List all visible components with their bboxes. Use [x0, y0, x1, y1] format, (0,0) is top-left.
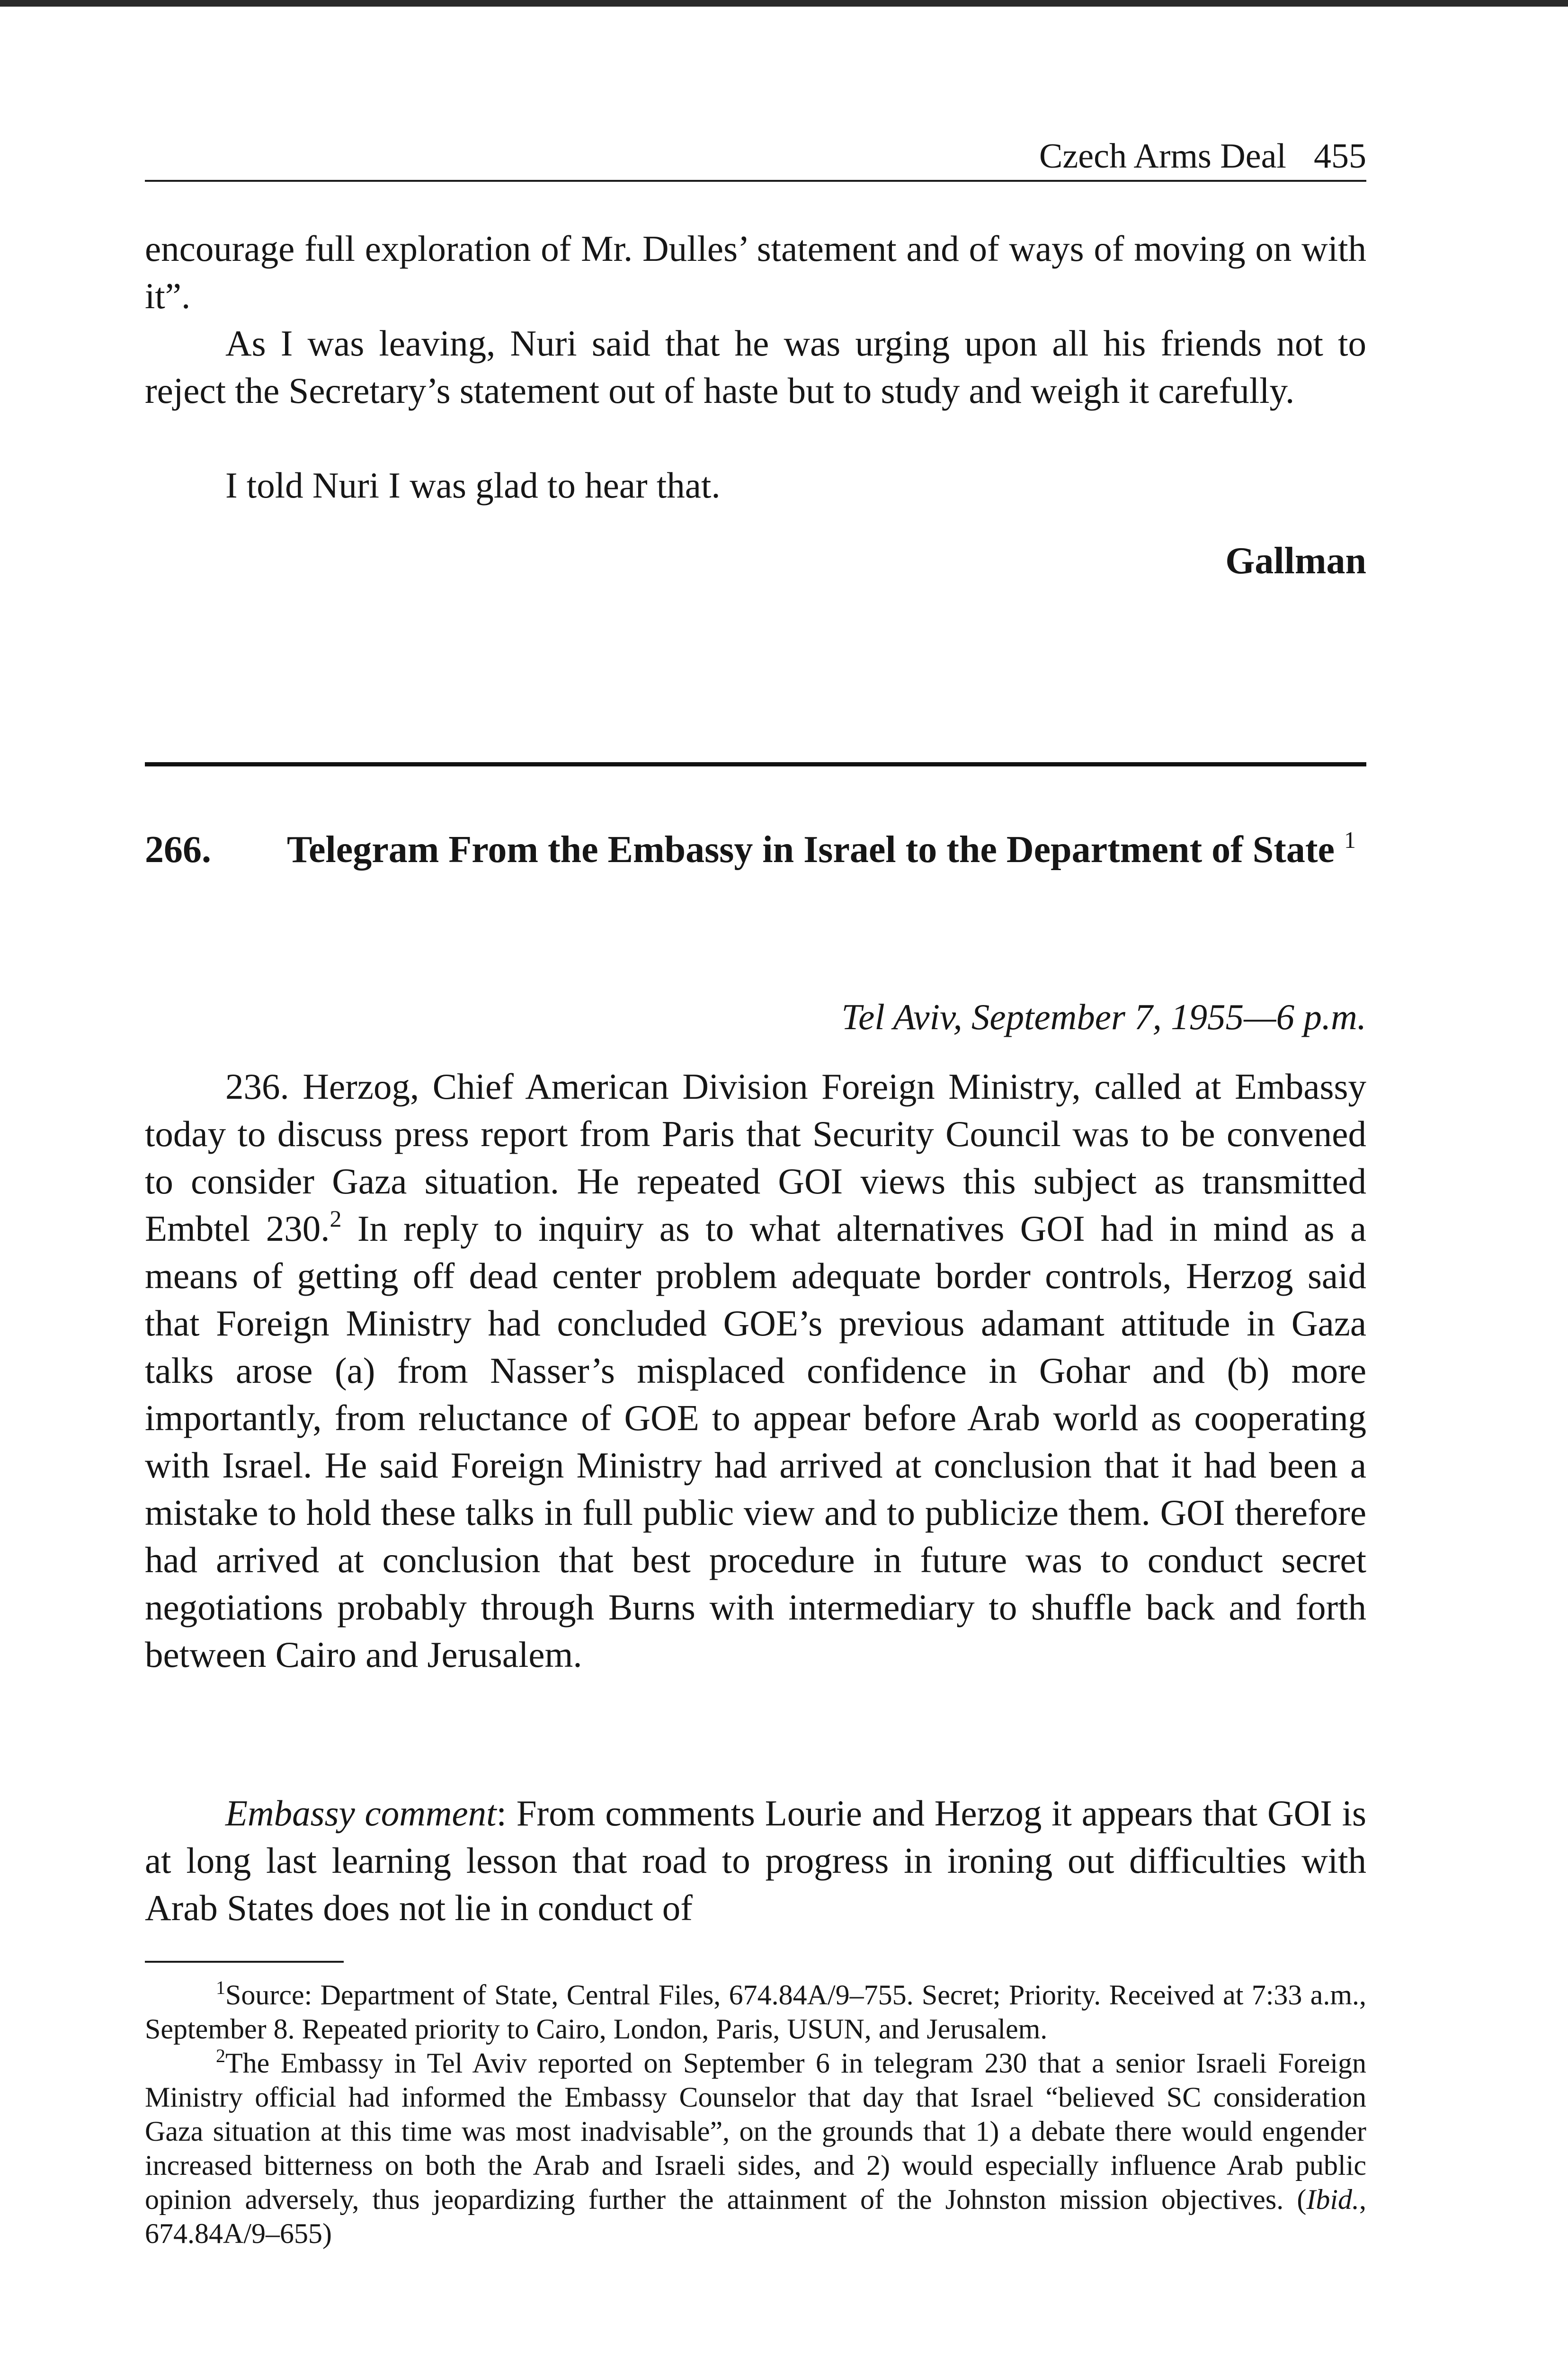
embassy-comment-label: Embassy comment	[225, 1793, 497, 1833]
footnote-marker: 1	[216, 1977, 225, 1998]
document-number: 266.	[145, 829, 211, 871]
signature: Gallman	[1225, 540, 1366, 582]
running-title: Czech Arms Deal	[1039, 137, 1286, 176]
continuation-paragraph: As I was leaving, Nuri said that he was urging upon all his friends not to reject the Secretary’s statement out of haste but to study and weigh it carefully.	[145, 323, 1366, 411]
continuation-paragraph: I told Nuri I was glad to hear that.	[225, 465, 721, 506]
header-rule	[145, 180, 1366, 182]
footnote-ref: 1	[1344, 827, 1356, 853]
document-title	[287, 826, 1366, 873]
footnote-text: Source: Department of State, Central Files, 674.84A/9–755. Secret; Priority. Received at 7:33 a.m., September 8. Repeated priority to Cairo, London, Paris, USUN, and Jerusalem.	[145, 1979, 1366, 2045]
continuation-paragraph: encourage full exploration of Mr. Dulles’ statement and of ways of moving on with it”.	[145, 228, 1366, 316]
scan-top-edge	[0, 0, 1568, 7]
footnote-text: , 674.84A/9–655)	[145, 2184, 1366, 2249]
embassy-comment-paragraph	[145, 1789, 1366, 1931]
telegram-text: 236. Herzog, Chief American Division Foreign Ministry, called at Embassy today to discuss press report from Paris that Security Council was to be convened to consider Gaza situation. He repeated GOI views this subject as transmitted Embtel 230.	[145, 1066, 1366, 1249]
footnote-ibid: Ibid.	[1306, 2184, 1359, 2215]
footnote-2	[145, 2046, 1366, 2251]
footnote-1	[145, 1978, 1366, 2046]
footnote-text: The Embassy in Tel Aviv reported on September 6 in telegram 230 that a senior Israeli Foreign Ministry official had informed the Embassy Counselor that day that Israel “believed SC consideration Gaza situation at this time was most inadvisable”, on the grounds that 1) a debate there would engender increased bitterness on both the Arab and Israeli sides, and 2) would especially influence Arab public opinion adversely, thus jeopardizing further the attainment of the Johnston mission objectives. (	[145, 2047, 1366, 2215]
running-head	[1039, 135, 1366, 178]
footnote-marker: 2	[216, 2045, 225, 2066]
dateline: Tel Aviv, September 7, 1955—6 p.m.	[841, 997, 1366, 1037]
embassy-comment-text: : From comments Lourie and Herzog it appears that GOI is at long last learning lesson that road to progress in ironing out difficulties with Arab States does not lie in conduct of	[145, 1793, 1366, 1928]
footnote-rule	[145, 1961, 344, 1963]
footnote-ref: 2	[330, 1205, 342, 1232]
telegram-paragraph	[145, 1063, 1366, 1678]
footnotes	[145, 1978, 1366, 2251]
telegram-text: In reply to inquiry as to what alternatives GOI had in mind as a means of getting off dead center problem adequate border controls, Herzog said that Foreign Ministry had concluded GOE’s previous adamant attitude in Gaza talks arose (a) from Nasser’s misplaced confidence in Gohar and (b) more importantly, from reluctance of GOE to appear before Arab world as cooperating with Israel. He said Foreign Ministry had arrived at conclusion that it had been a mistake to hold these talks in full public view and to publicize them. GOI therefore had arrived at conclusion that best procedure in future was to conduct secret negotiations probably through Burns with intermediary to shuffle back and forth between Cairo and Jerusalem.	[145, 1208, 1366, 1675]
document-title-text: Telegram From the Embassy in Israel to the Department of State	[287, 829, 1335, 871]
page-number: 455	[1314, 137, 1366, 176]
section-separator-rule	[145, 762, 1366, 766]
